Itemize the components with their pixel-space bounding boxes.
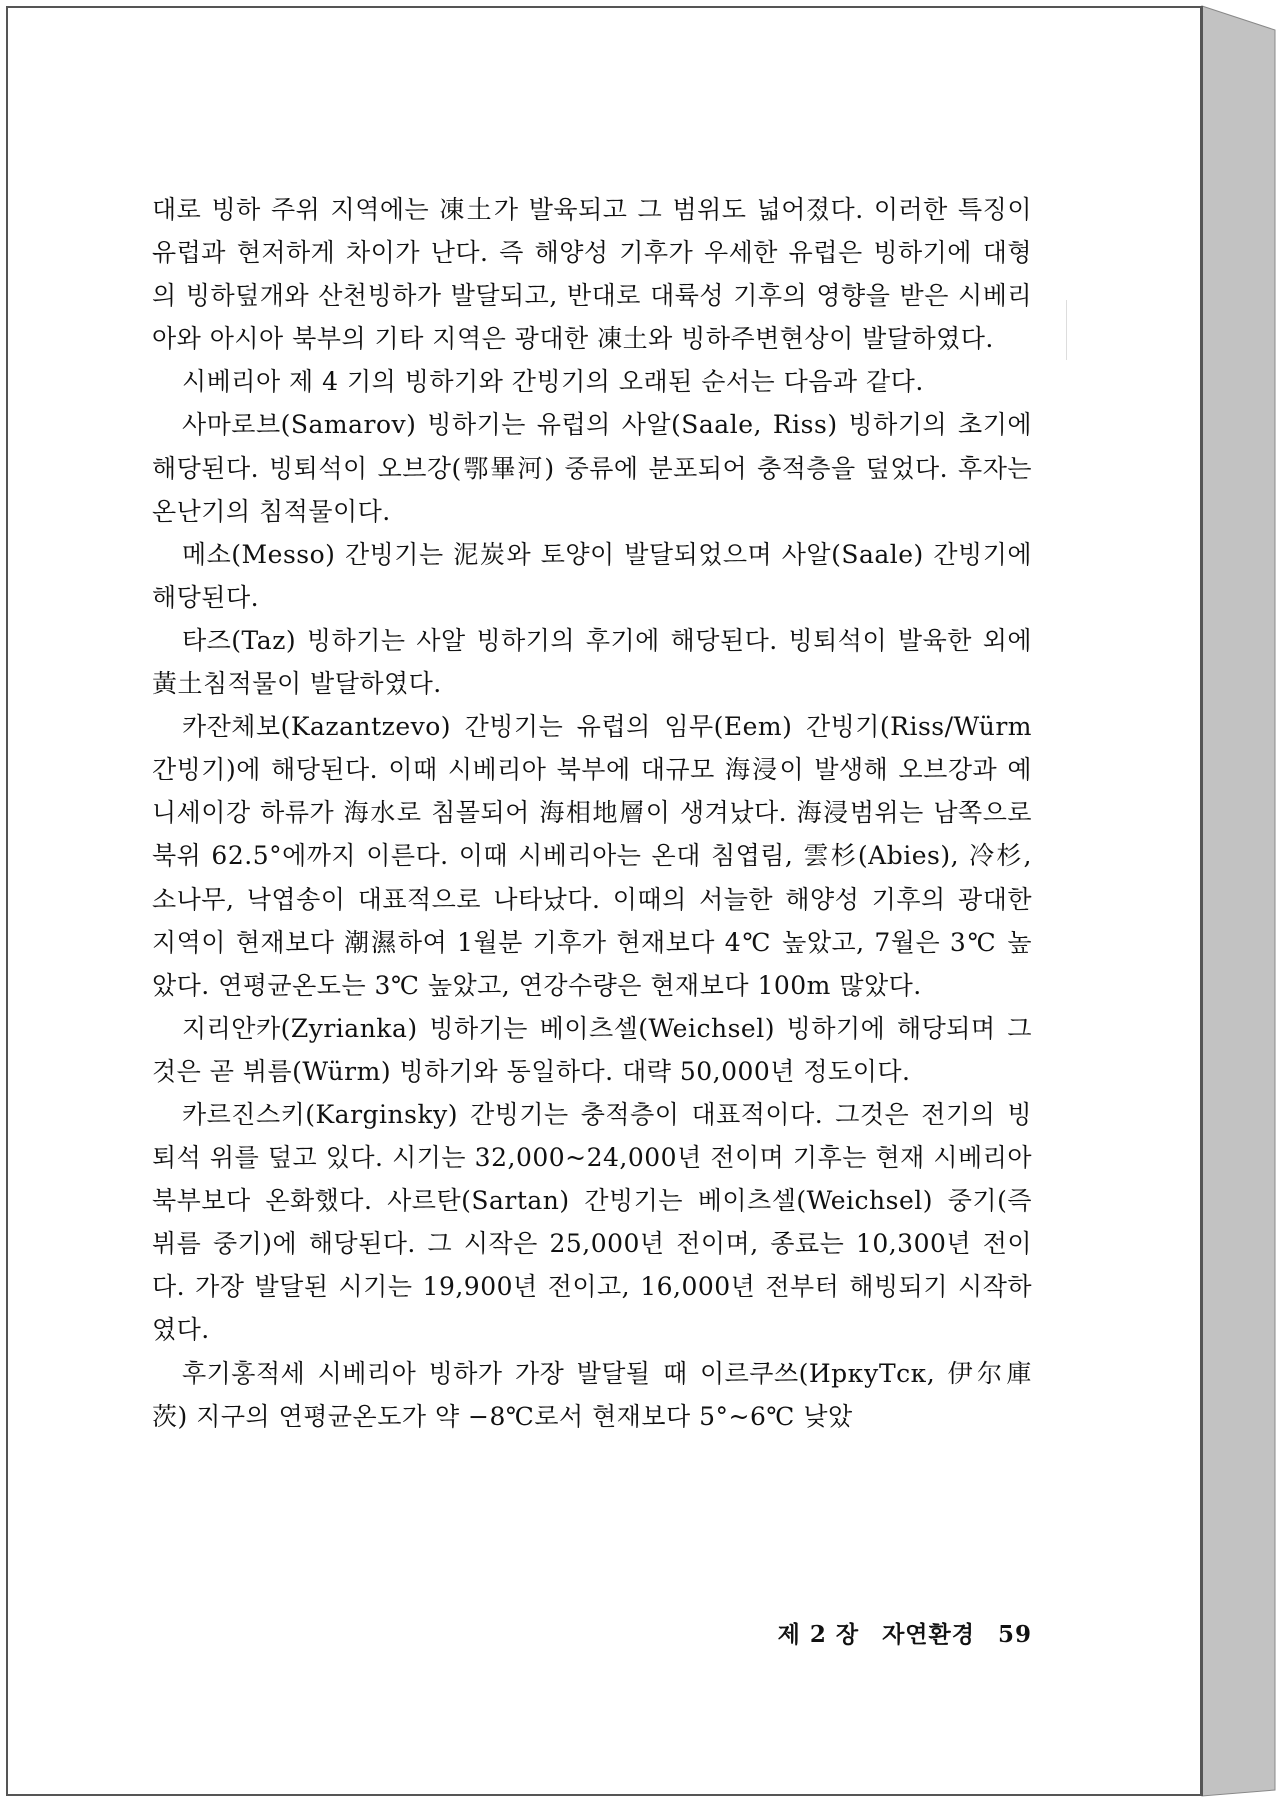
paragraph: 후기홍적세 시베리아 빙하가 가장 발달될 때 이르쿠쓰(ИркуТск, 伊尔庫茨) 지구의 연평균온도가 약 −8℃로서 현재보다 5°~6℃ 낮았 [152, 1358, 1032, 1431]
chapter-label: 제 2 장 [777, 1621, 860, 1648]
body-text [152, 188, 1032, 1438]
paragraph: 대로 빙하 주위 지역에는 凍土가 발육되고 그 범위도 넓어졌다. 이러한 특징이 유럽과 현저하게 차이가 난다. 즉 해양성 기후가 우세한 유럽은 빙하기에 대형의 빙하덮개와 산천빙하가 발달되고, 반대로 대륙성 기후의 영향을 받은 시베리아와 아시아 북부의 기타 지역은 광대한 凍土와 빙하주변현상이 발달하였다. [152, 195, 1032, 354]
margin-mark [1066, 300, 1067, 360]
section-label: 자연환경 [882, 1621, 975, 1648]
page-number: 59 [997, 1621, 1032, 1648]
paragraph: 지리안카(Zyrianka) 빙하기는 베이츠셀(Weichsel) 빙하기에 해당되며 그것은 곧 뷔름(Würm) 빙하기와 동일하다. 대략 50,000년 정도이다. [152, 1013, 1032, 1086]
paragraph: 카르진스키(Karginsky) 간빙기는 충적층이 대표적이다. 그것은 전기의 빙퇴석 위를 덮고 있다. 시기는 32,000~24,000년 전이며 기후는 현재 시베리아 북부보다 온화했다. 사르탄(Sartan) 간빙기는 베이츠셀(Weichsel) 중기(즉 뷔름 중기)에 해당된다. 그 시작은 25,000년 전이며, 종료는 10,300년 전이다. 가장 발달된 시기는 19,900년 전이고, 16,000년 전부터 해빙되기 시작하였다. [152, 1099, 1032, 1345]
paragraph: 사마로브(Samarov) 빙하기는 유럽의 사알(Saale, Riss) 빙하기의 초기에 해당된다. 빙퇴석이 오브강(鄂畢河) 중류에 분포되어 충적층을 덮었다. 후자는 온난기의 침적물이다. [152, 410, 1032, 526]
paragraph: 카잔체보(Kazantzevo) 간빙기는 유럽의 임무(Eem) 간빙기(Riss/Würm 간빙기)에 해당된다. 이때 시베리아 북부에 대규모 海浸이 발생해 오브강과 예니세이강 하류가 海水로 침몰되어 海相地層이 생겨났다. 海浸범위는 남쪽으로 북위 62.5°에까지 이른다. 이때 시베리아는 온대 침엽림, 雲杉(Abies), 冷杉, 소나무, 낙엽송이 대표적으로 나타났다. 이때의 서늘한 해양성 기후의 광대한 지역이 현재보다 潮濕하여 1월분 기후가 현재보다 4℃ 높았고, 7월은 3℃ 높았다. 연평균온도는 3℃ 높았고, 연강수량은 현재보다 100m 많았다. [152, 712, 1032, 1000]
paragraph: 메소(Messo) 간빙기는 泥炭와 토양이 발달되었으며 사알(Saale) 간빙기에 해당된다. [152, 539, 1032, 612]
paragraph: 타즈(Taz) 빙하기는 사알 빙하기의 후기에 해당된다. 빙퇴석이 발육한 외에 黃土침적물이 발달하였다. [152, 625, 1032, 699]
page-footer [700, 1616, 1032, 1649]
paragraph: 시베리아 제 4 기의 빙하기와 간빙기의 오래된 순서는 다음과 같다. [182, 367, 924, 397]
